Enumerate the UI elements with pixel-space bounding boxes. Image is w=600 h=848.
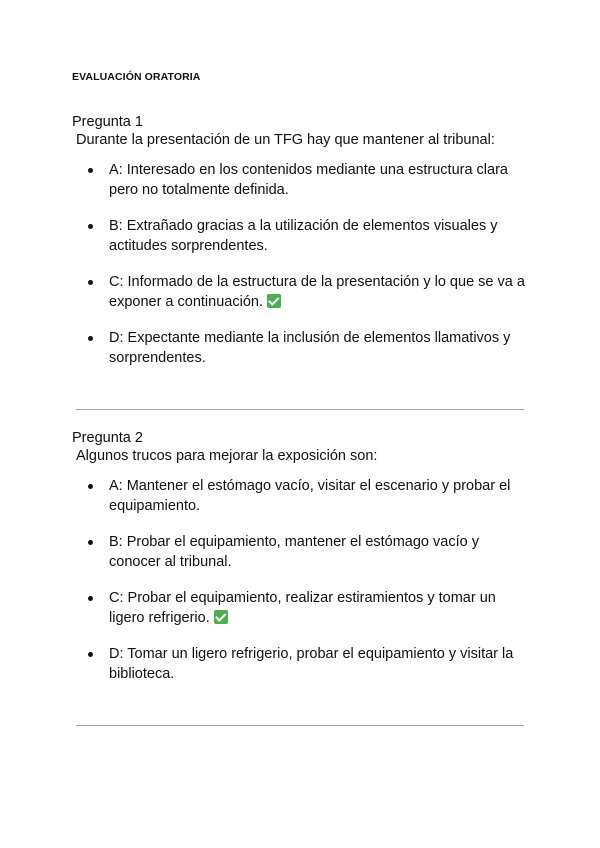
check-mark-icon <box>267 294 281 308</box>
option-text: A: Interesado en los contenidos mediante una estructura clara pero no totalmente definida. <box>109 162 508 198</box>
section-divider <box>76 725 524 726</box>
option-text: B: Probar el equipamiento, mantener el estómago vacío y conocer al tribunal. <box>109 534 479 570</box>
question-2-option-d <box>72 645 529 684</box>
question-2-option-b <box>72 533 529 572</box>
option-text: D: Expectante mediante la inclusión de elementos llamativos y sorprendentes. <box>109 330 511 366</box>
bullet-icon <box>88 336 93 341</box>
question-1-option-d <box>72 329 529 368</box>
question-1-option-c <box>72 273 529 312</box>
option-text: B: Extrañado gracias a la utilización de elementos visuales y actitudes sorprendentes. <box>109 218 498 254</box>
question-2-options <box>72 477 542 684</box>
check-mark-icon <box>214 610 228 624</box>
question-1-heading: Pregunta 1 <box>72 114 143 130</box>
question-2-option-a <box>72 477 529 516</box>
question-1 <box>72 113 542 385</box>
bullet-icon <box>88 596 93 601</box>
question-2 <box>72 429 542 701</box>
bullet-icon <box>88 280 93 285</box>
question-1-options <box>72 161 542 368</box>
option-text: C: Probar el equipamiento, realizar estiramientos y tomar un ligero refrigerio. <box>109 590 496 626</box>
question-1-text: Durante la presentación de un TFG hay que mantener al tribunal: <box>76 132 495 148</box>
bullet-icon <box>88 168 93 173</box>
document-title: EVALUACIÓN ORATORIA <box>72 71 201 83</box>
section-divider <box>76 409 524 410</box>
bullet-icon <box>88 540 93 545</box>
option-text: D: Tomar un ligero refrigerio, probar el equipamiento y visitar la biblioteca. <box>109 646 514 682</box>
question-2-option-c <box>72 589 529 628</box>
bullet-icon <box>88 484 93 489</box>
option-text: A: Mantener el estómago vacío, visitar el escenario y probar el equipamiento. <box>109 478 511 514</box>
bullet-icon <box>88 224 93 229</box>
option-text: C: Informado de la estructura de la presentación y lo que se va a exponer a continuación. <box>109 274 525 310</box>
question-1-option-a <box>72 161 529 200</box>
bullet-icon <box>88 652 93 657</box>
question-1-option-b <box>72 217 529 256</box>
question-2-text: Algunos trucos para mejorar la exposición son: <box>76 448 378 464</box>
question-2-heading: Pregunta 2 <box>72 430 143 446</box>
